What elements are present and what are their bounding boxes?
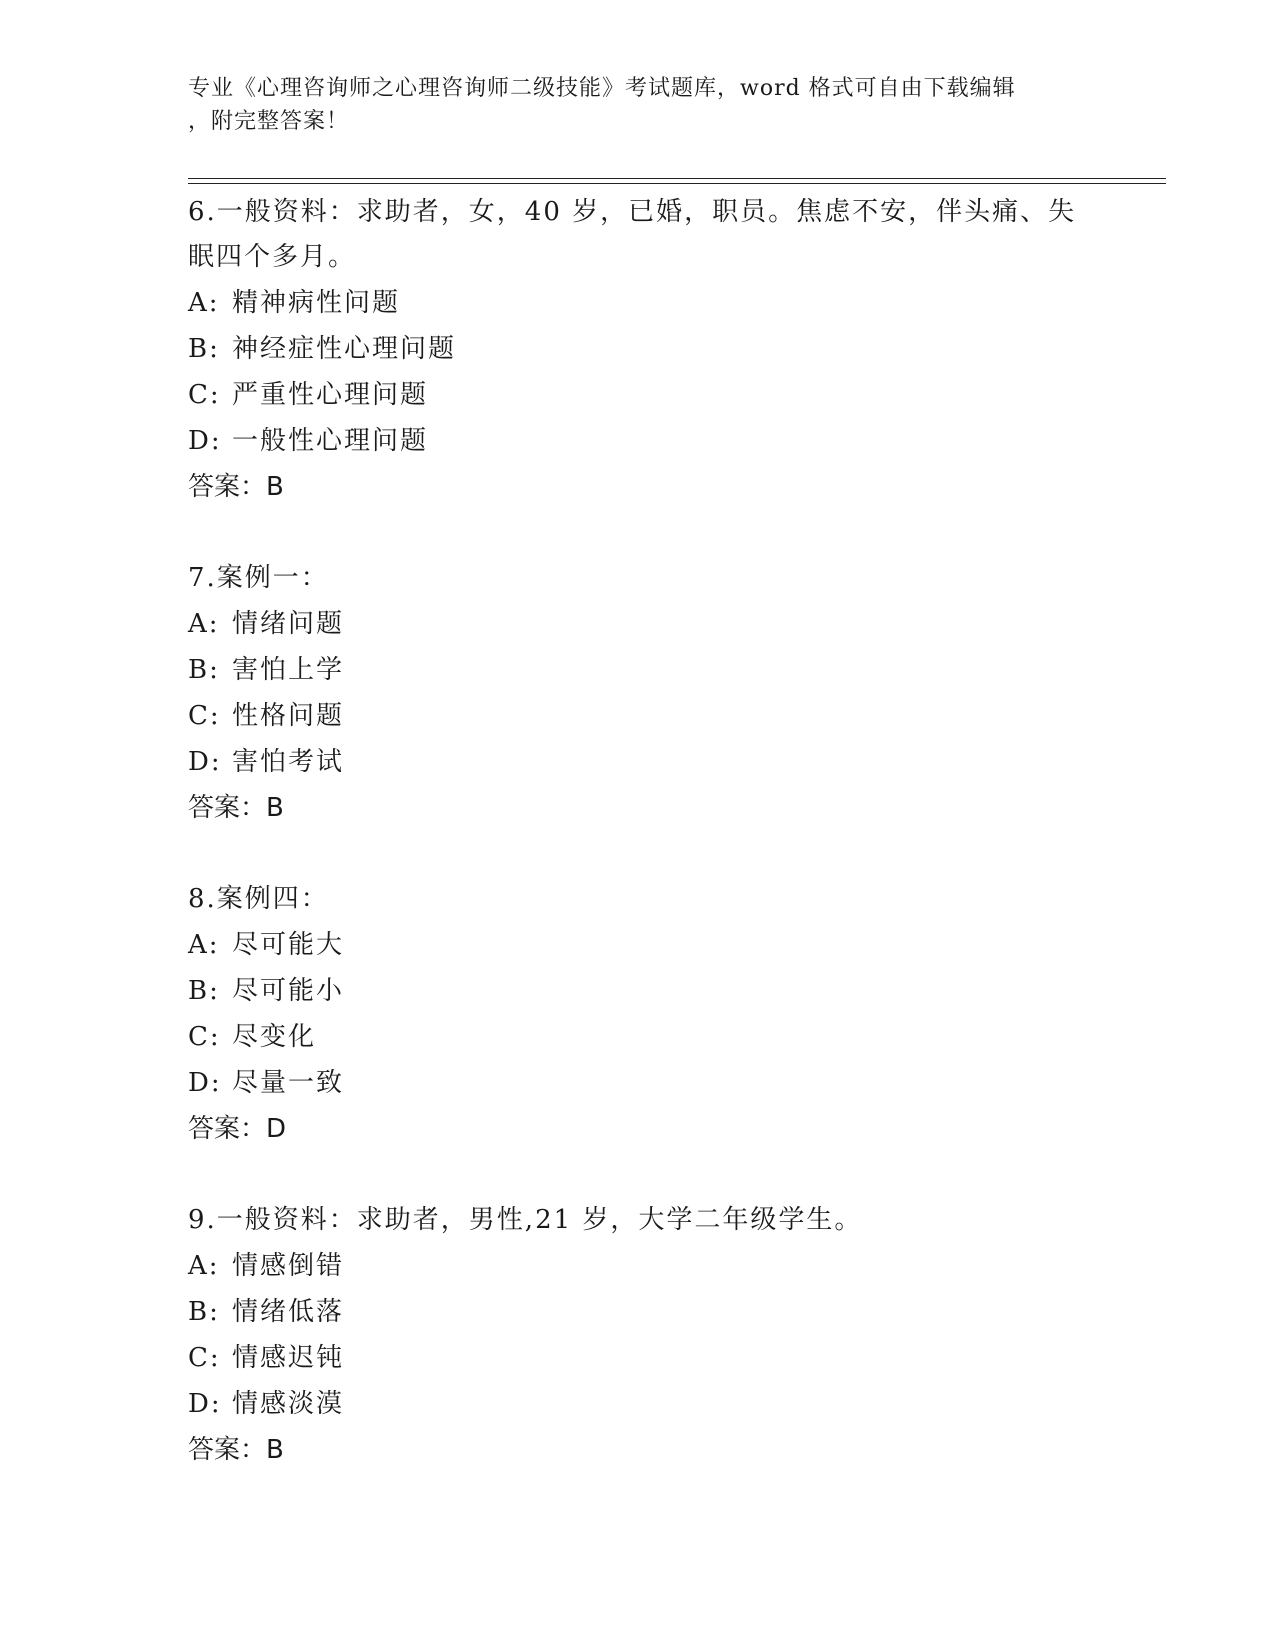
header-divider-top — [188, 178, 1166, 179]
header-line-1: 专业《心理咨询师之心理咨询师二级技能》考试题库，word 格式可自由下载编辑 — [188, 76, 1016, 101]
answer-line: 答案：B — [188, 793, 284, 823]
option-text: 情感淡漠 — [232, 1389, 345, 1419]
option-b — [188, 1289, 1088, 1335]
option-b — [188, 326, 1088, 372]
option-key: B: — [188, 334, 220, 364]
option-d — [188, 1381, 1088, 1427]
option-text: 尽变化 — [232, 1022, 317, 1052]
option-text: 害怕考试 — [232, 747, 345, 777]
option-key: C: — [188, 1343, 221, 1373]
option-key: A: — [188, 609, 220, 639]
question-list — [188, 190, 1088, 1519]
question-8 — [188, 877, 1088, 1152]
option-key: D: — [188, 1068, 222, 1098]
option-d — [188, 418, 1088, 464]
answer-line: 答案：D — [188, 1114, 287, 1144]
option-c — [188, 693, 1088, 739]
option-text: 尽量一致 — [232, 1068, 345, 1098]
document-header — [188, 72, 1088, 138]
option-text: 尽可能小 — [232, 976, 345, 1006]
option-text: 尽可能大 — [232, 930, 345, 960]
question-9 — [188, 1198, 1088, 1473]
option-key: A: — [188, 930, 220, 960]
option-d — [188, 739, 1088, 785]
answer-line: 答案：B — [188, 472, 284, 502]
option-text: 情感迟钝 — [232, 1343, 345, 1373]
option-key: B: — [188, 976, 220, 1006]
option-a — [188, 280, 1088, 326]
option-a — [188, 601, 1088, 647]
option-key: B: — [188, 655, 220, 685]
option-key: C: — [188, 380, 221, 410]
option-c — [188, 372, 1088, 418]
option-a — [188, 1243, 1088, 1289]
option-text: 情感倒错 — [232, 1251, 345, 1281]
option-key: D: — [188, 1389, 222, 1419]
option-b — [188, 968, 1088, 1014]
option-text: 情绪低落 — [232, 1297, 345, 1327]
option-key: A: — [188, 288, 220, 318]
option-b — [188, 647, 1088, 693]
question-7 — [188, 556, 1088, 831]
option-c — [188, 1335, 1088, 1381]
question-stem: 9.一般资料：求助者，男性,21 岁，大学二年级学生。 — [188, 1205, 863, 1235]
option-text: 性格问题 — [232, 701, 345, 731]
option-text: 严重性心理问题 — [232, 380, 429, 410]
option-key: C: — [188, 1022, 221, 1052]
option-key: D: — [188, 426, 222, 456]
header-line-2: ，附完整答案！ — [188, 109, 350, 134]
question-stem: 6.一般资料：求助者，女，40 岁，已婚，职员。焦虑不安，伴头痛、失眠四个多月。 — [188, 197, 1077, 272]
question-stem: 8.案例四： — [188, 884, 329, 914]
option-text: 害怕上学 — [232, 655, 345, 685]
answer-line: 答案：B — [188, 1435, 284, 1465]
option-key: C: — [188, 701, 221, 731]
option-text: 神经症性心理问题 — [232, 334, 457, 364]
option-key: A: — [188, 1251, 220, 1281]
option-text: 情绪问题 — [232, 609, 345, 639]
option-a — [188, 922, 1088, 968]
option-key: D: — [188, 747, 222, 777]
option-key: B: — [188, 1297, 220, 1327]
question-stem: 7.案例一： — [188, 563, 329, 593]
option-text: 一般性心理问题 — [232, 426, 429, 456]
option-c — [188, 1014, 1088, 1060]
question-6 — [188, 190, 1088, 510]
option-text: 精神病性问题 — [232, 288, 401, 318]
header-divider-bottom — [188, 183, 1166, 184]
option-d — [188, 1060, 1088, 1106]
